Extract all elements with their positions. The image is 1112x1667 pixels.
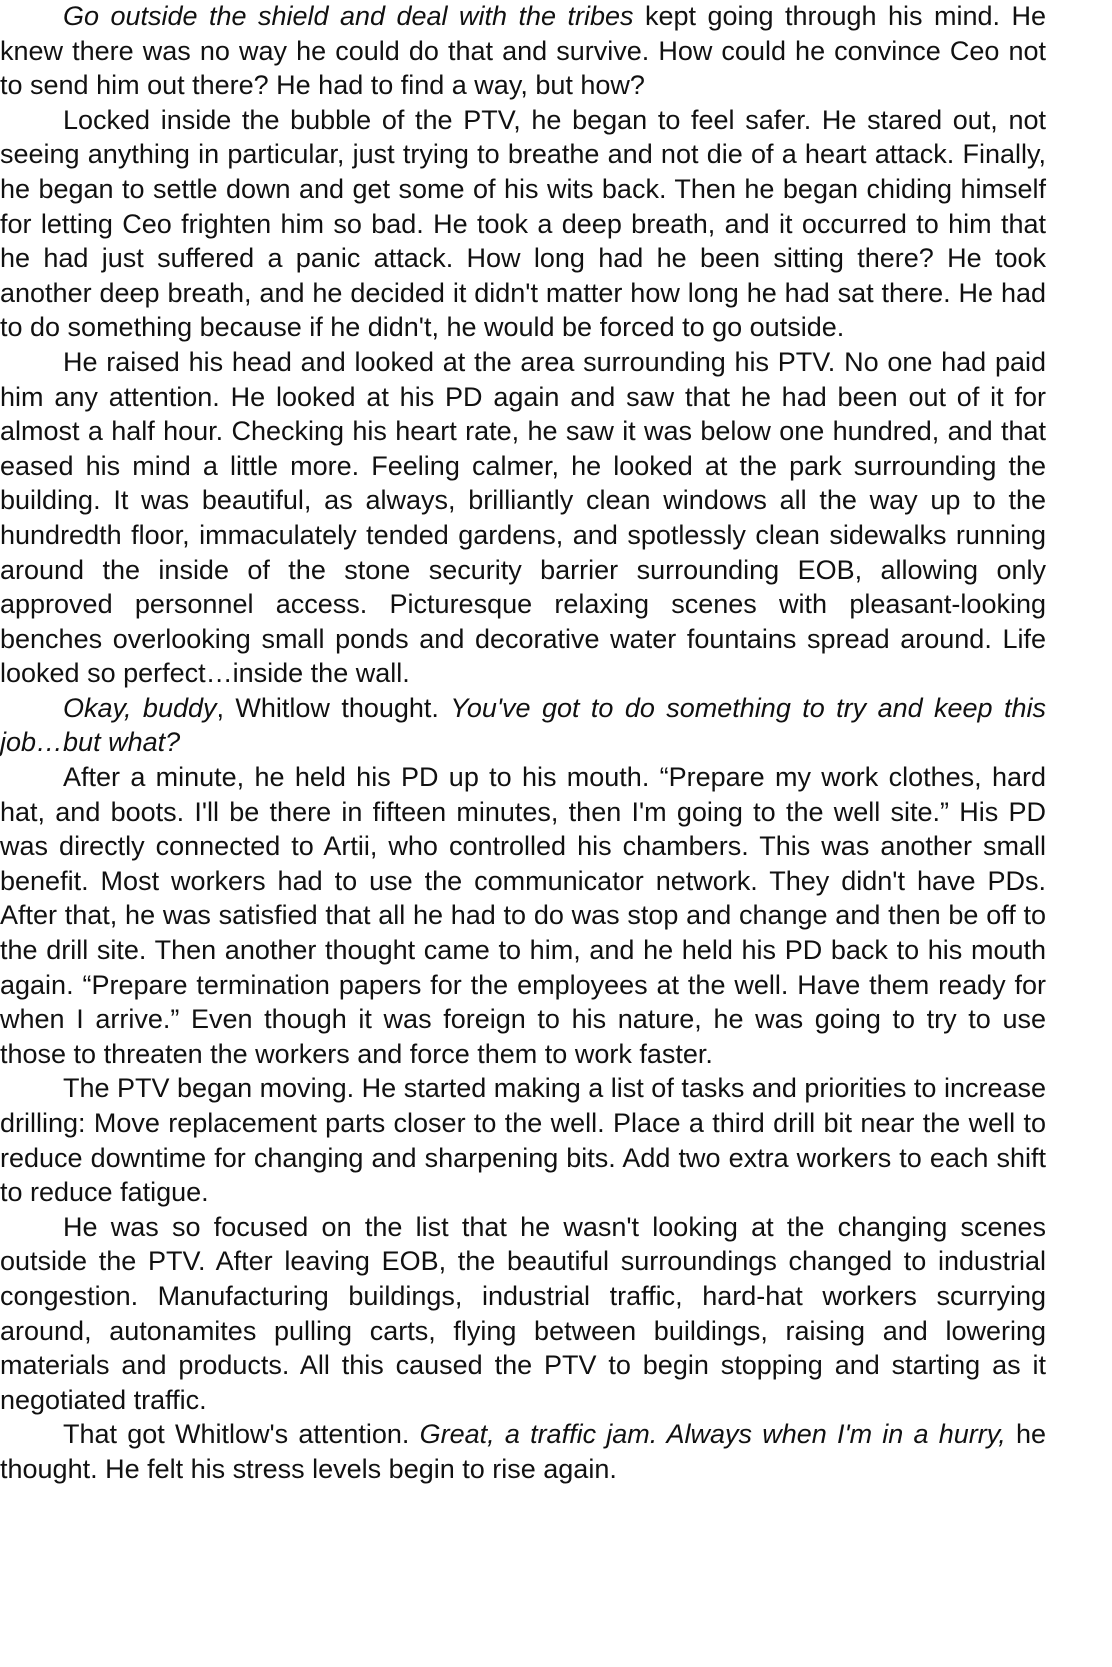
paragraph-2 — [0, 103, 1046, 345]
text-run: The PTV began moving. He started making a list of tasks and priorities to increase drilling: Move replacement parts closer to the well. Place a third drill bit near the well to reduce downtime for changing and sharpening bits. Add two extra workers to each shift to reduce fatigue. — [0, 1073, 1046, 1208]
thought-italic: Great, a traffic jam. Always when I'm in a hurry, — [419, 1419, 1006, 1450]
paragraph-6 — [0, 1071, 1046, 1209]
thought-italic: Go outside the shield and deal with the tribes — [63, 1, 634, 31]
text-run: , Whitlow thought. — [216, 692, 451, 723]
paragraph-1 — [0, 0, 1046, 103]
text-run: After a minute, he held his PD up to his mouth. “Prepare my work clothes, hard hat, and boots. I'll be there in fifteen minutes, then I'm going to the well site.” His PD was directly connected to Artii, who controlled his chambers. This was another small benefit. Most workers had to use the communicator network. They didn't have PDs. After that, he was satisfied that all he had to do was stop and change and then be off to the drill site. Then another thought came to him, and he held his PD back to his mouth again. “Prepare termination papers for the employees at the well. Have them ready for when I arrive.” Even though it was foreign to his nature, he was going to try to use those to threaten the workers and force them to work faster. — [0, 762, 1046, 1069]
paragraph-3 — [0, 345, 1046, 691]
thought-italic: Okay, buddy — [63, 692, 217, 723]
text-run: he thought. He felt his stress levels begin to rise again. — [0, 1419, 1046, 1484]
paragraph-4 — [0, 691, 1046, 760]
text-run: He raised his head and looked at the area surrounding his PTV. No one had paid him any attention. He looked at his PD again and saw that he had been out of it for almost a half hour. Checking his heart rate, he saw it was below one hundred, and that eased his mind a little more. Feeling calmer, he looked at the park surrounding the building. It was beautiful, as always, brilliantly clean windows all the way up to the hundredth floor, immaculately tended gardens, and spotlessly clean sidewalks running around the inside of the stone security barrier surrounding EOB, allowing only approved personnel access. Picturesque relaxing scenes with pleasant-looking benches overlooking small ponds and decorative water fountains spread around. Life looked so perfect…inside the wall. — [0, 346, 1046, 689]
paragraph-7 — [0, 1210, 1046, 1418]
paragraph-8 — [0, 1417, 1046, 1486]
paragraph-5 — [0, 760, 1046, 1071]
text-run: He was so focused on the list that he wasn't looking at the changing scenes outside the PTV. After leaving EOB, the beautiful surroundings changed to industrial congestion. Manufacturing buildings, industrial traffic, hard-hat workers scurrying around, autonamites pulling carts, flying between buildings, raising and lowering materials and products. All this caused the PTV to begin stopping and starting as it negotiated traffic. — [0, 1211, 1046, 1415]
text-run: kept going through his mind. He knew there was no way he could do that and survive. How could he convince Ceo not to send him out there? He had to find a way, but how? — [0, 1, 1046, 101]
thought-italic: You've got to do something to try and keep this job…but what? — [0, 692, 1046, 758]
text-run: That got Whitlow's attention. — [63, 1419, 420, 1450]
text-run: Locked inside the bubble of the PTV, he began to feel safer. He stared out, not seeing anything in particular, just trying to breathe and not die of a heart attack. Finally, he began to settle down and get some of his wits back. Then he began chiding himself for letting Ceo frighten him so bad. He took a deep breath, and it occurred to him that he had just suffered a panic attack. How long had he been sitting there? He took another deep breath, and he decided it didn't matter how long he had sat there. He had to do something because if he didn't, he would be forced to go outside. — [0, 104, 1046, 343]
